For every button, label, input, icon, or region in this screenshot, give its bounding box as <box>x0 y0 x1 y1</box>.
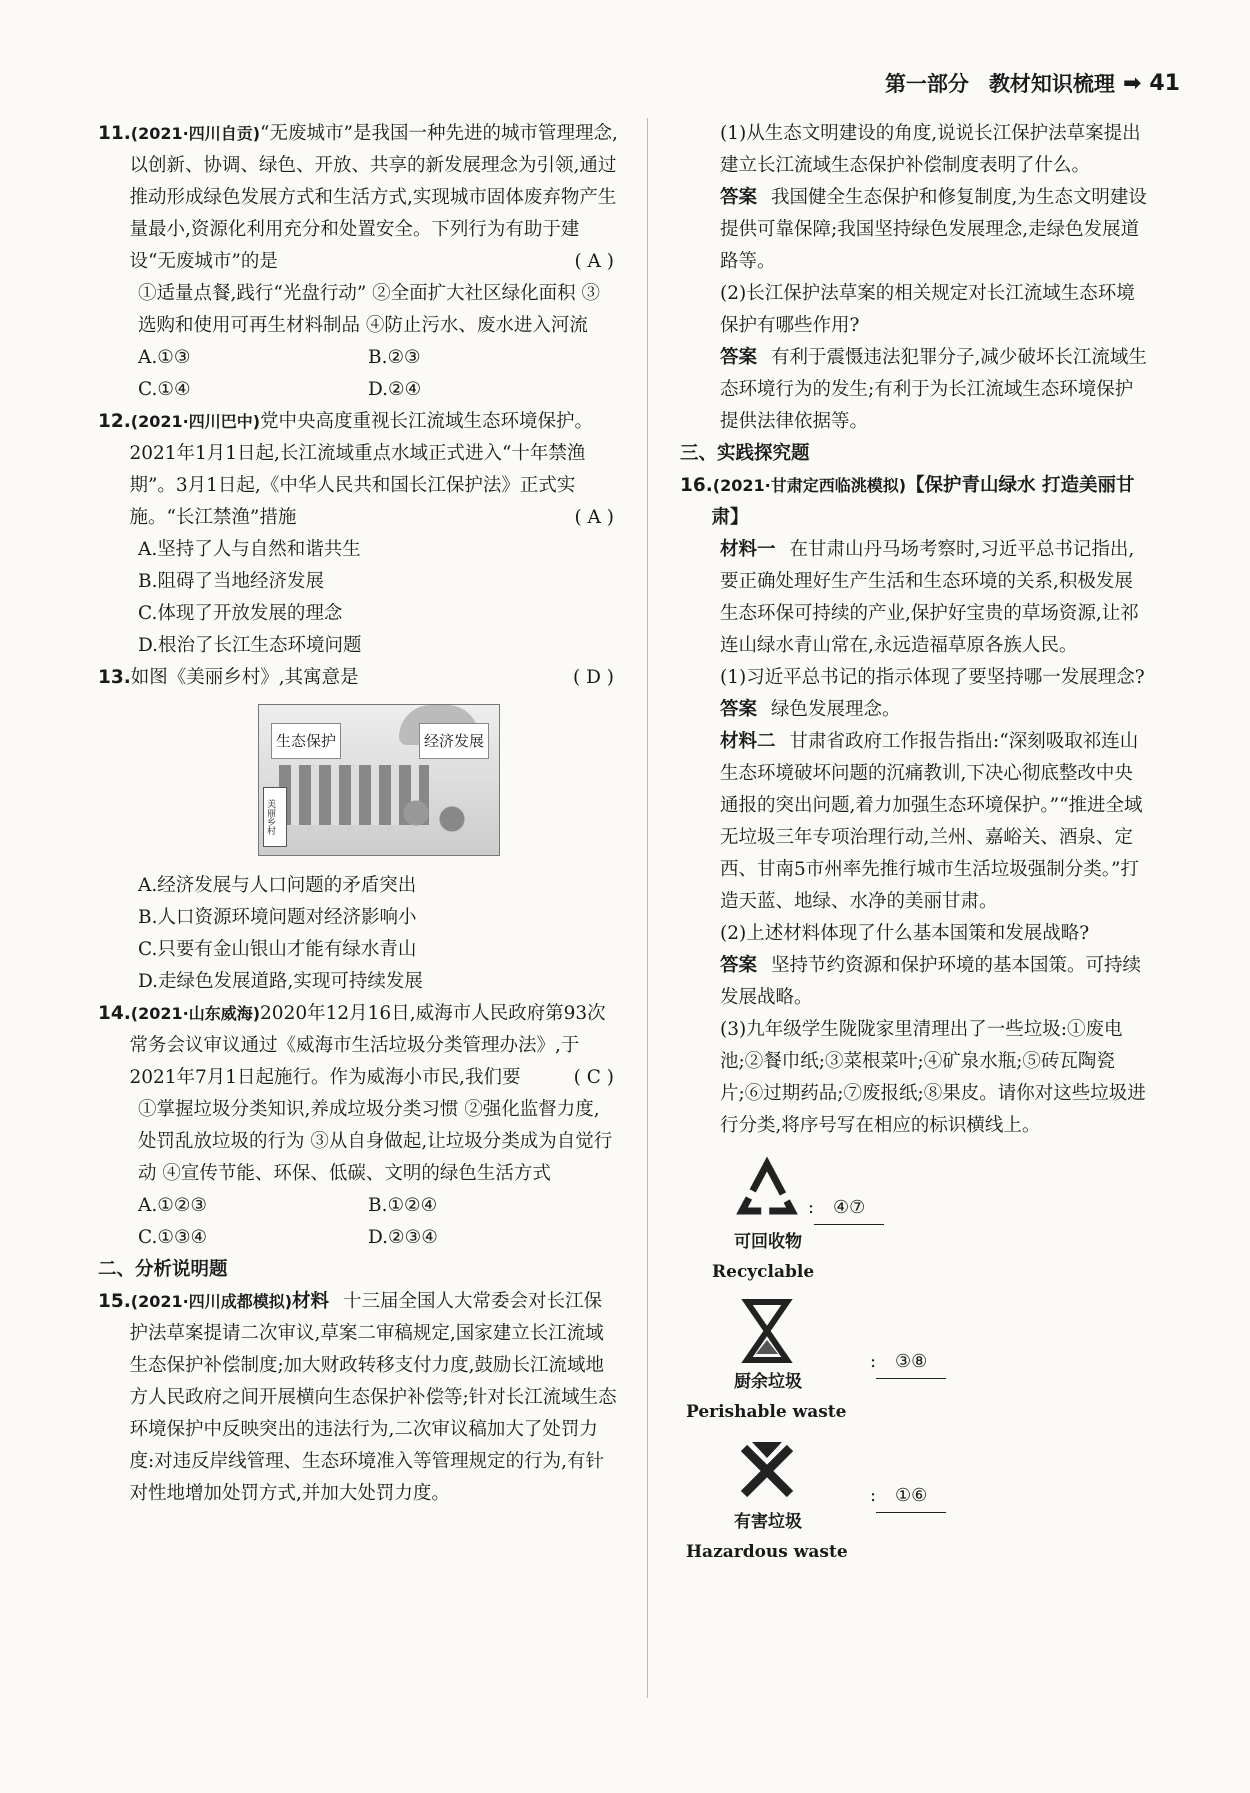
sub-question: (2)长江保护法草案的相关规定对长江流域生态环境保护有哪些作用? <box>720 283 1135 336</box>
question-stem: 2020年12月16日,威海市人民政府第93次常务会议审议通过《威海市生活垃圾分类管理办法》,于2021年7月1日起施行。作为威海小市民,我们要 <box>129 1003 606 1088</box>
question-14 <box>98 998 618 1094</box>
question-number: 13. <box>98 667 131 688</box>
question-source: (2021·四川成都模拟) <box>130 1292 293 1311</box>
answer-text: 绿色发展理念。 <box>771 699 901 720</box>
option-a: A.①②③ <box>138 1195 207 1216</box>
image-sign: 美丽乡村 <box>263 787 287 847</box>
hourglass-icon <box>732 1296 802 1366</box>
page-header <box>885 68 1180 98</box>
option-c: C.①③④ <box>138 1227 208 1248</box>
answer-block <box>680 342 1150 438</box>
header-title: 教材知识梳理 <box>988 72 1115 96</box>
question-12 <box>98 406 618 534</box>
image-label-economy: 经济发展 <box>419 723 489 759</box>
question-number: 16. <box>680 475 713 496</box>
option-b: B.①②④ <box>368 1195 438 1216</box>
bin-label-en: Hazardous waste <box>686 1542 848 1562</box>
answer-mark: ( D ) <box>572 667 614 688</box>
material-1 <box>680 534 1150 662</box>
question-stem: 如图《美丽乡村》,其寓意是 <box>130 667 359 688</box>
sub-question: (1)习近平总书记的指示体现了要坚持哪一发展理念? <box>720 667 1145 688</box>
bin-label-cn: 厨余垃圾 <box>734 1372 802 1392</box>
hazard-icon <box>732 1436 802 1506</box>
question-15 <box>98 1286 618 1510</box>
answer-mark: ( C ) <box>573 1067 614 1088</box>
answer-label: 答案 <box>720 187 758 208</box>
answer-blank: ④⑦ <box>814 1192 884 1225</box>
bin-label-cn: 有害垃圾 <box>734 1512 802 1532</box>
recycle-icon <box>732 1156 802 1226</box>
answer-label: 答案 <box>720 347 758 368</box>
answer-text: 坚持节约资源和保护环境的基本国策。可持续发展战略。 <box>720 955 1142 1008</box>
question-number: 15. <box>98 1291 131 1312</box>
option-d: D.②③④ <box>368 1227 438 1248</box>
answer-text: 有利于震慑违法犯罪分子,减少破坏长江流域生态环境行为的发生;有利于为长江流域生态环境保护提供法律依据等。 <box>720 347 1147 432</box>
option-b: B.②③ <box>368 347 421 368</box>
section-heading: 三、实践探究题 <box>680 443 810 464</box>
question-source: (2021·甘肃定西临洮模拟) <box>712 476 907 495</box>
answer-line <box>808 1192 884 1225</box>
answer-block <box>680 694 1150 726</box>
material-label: 材料 <box>292 1291 330 1312</box>
answer-blank: ①⑥ <box>876 1480 946 1513</box>
question-theme: 【保护青山绿水 打造美丽甘肃】 <box>711 475 1135 528</box>
option-b: B.人口资源环境问题对经济影响小 <box>138 907 417 928</box>
answer-block <box>680 182 1150 278</box>
option-d: D.②④ <box>368 379 422 400</box>
material-text: 甘肃省政府工作报告指出:“深刻吸取祁连山生态环境破坏问题的沉痛教训,下决心彻底整改中央通报的突出问题,着力加强生态环境保护。”“推进全域无垃圾三年专项治理行动,兰州、嘉峪关、酒泉、定西、甘南5市州率先推行城市生活垃圾强制分类。”打造天蓝、地绿、水净的美丽甘肃。 <box>720 731 1143 912</box>
sub-question: (3)九年级学生陇陇家里清理出了一些垃圾:①废电池;②餐巾纸;③菜根菜叶;④矿泉水瓶;⑤砖瓦陶瓷片;⑥过期药品;⑦废报纸;⑧果皮。请你对这些垃圾进行分类,将序号写在相应的标识横线上。 <box>720 1019 1146 1136</box>
answer-text: 我国健全生态保护和修复制度,为生态文明建设提供可靠保障;我国坚持绿色发展理念,走绿色发展道路等。 <box>720 187 1147 272</box>
right-column <box>680 118 1150 1562</box>
answer-blank: ③⑧ <box>876 1346 946 1379</box>
bin-hazardous <box>680 1436 1150 1562</box>
option-a: A.经济发展与人口问题的矛盾突出 <box>138 875 417 896</box>
question-number: 14. <box>98 1003 131 1024</box>
material-label: 材料一 <box>720 539 776 560</box>
question-stem: 党中央高度重视长江流域生态环境保护。2021年1月1日起,长江流域重点水域正式进入“十年禁渔期”。3月1日起,《中华人民共和国长江保护法》正式实施。“长江禁渔”措施 <box>129 411 594 528</box>
cartoon-people <box>389 795 479 855</box>
answer-label: 答案 <box>720 955 758 976</box>
question-11 <box>98 118 618 278</box>
page-number: 41 <box>1149 70 1180 96</box>
question-number: 11. <box>98 123 131 144</box>
question-stem: “无废城市”是我国一种先进的城市管理理念,以创新、协调、绿色、开放、共享的新发展理念为引领,通过推动形成绿色发展方式和生活方式,实现城市固体废弃物产生量最小,资源化利用充分和处置安全。下列行为有助于建设“无废城市”的是 <box>129 123 618 272</box>
option-b: B.阻碍了当地经济发展 <box>138 571 324 592</box>
bin-label-cn: 可回收物 <box>734 1232 802 1252</box>
material-label: 材料二 <box>720 731 776 752</box>
answer-line <box>870 1480 946 1513</box>
bin-label-en: Recyclable <box>712 1262 815 1282</box>
section-label: 第一部分 <box>884 72 969 96</box>
option-c: C.体现了开放发展的理念 <box>138 603 343 624</box>
question-items: ①适量点餐,践行“光盘行动” ②全面扩大社区绿化面积 ③选购和使用可再生材料制品 ④防止污水、废水进入河流 <box>138 283 601 336</box>
image-label-ecology: 生态保护 <box>271 723 341 759</box>
bin-recyclable <box>680 1156 1150 1282</box>
question-13 <box>98 662 618 694</box>
bin-perishable <box>680 1296 1150 1422</box>
answer-mark: ( A ) <box>574 251 614 272</box>
question-items: ①掌握垃圾分类知识,养成垃圾分类习惯 ②强化监督力度,处罚乱放垃圾的行为 ③从自身做起,让垃圾分类成为自觉行动 ④宣传节能、环保、低碳、文明的绿色生活方式 <box>138 1099 613 1184</box>
options <box>98 1190 618 1254</box>
column-divider <box>647 118 648 1698</box>
question-source: (2021·山东威海) <box>130 1004 261 1023</box>
question-source: (2021·四川自贡) <box>130 124 261 143</box>
sub-question: (2)上述材料体现了什么基本国策和发展战略? <box>720 923 1090 944</box>
answer-mark: ( A ) <box>574 507 614 528</box>
option-a: A.坚持了人与自然和谐共生 <box>138 539 361 560</box>
material-text: 在甘肃山丹马场考察时,习近平总书记指出,要正确处理好生产生活和生态环境的关系,积极发展生态环保可持续的产业,保护好宝贵的草场资源,让祁连山绿水青山常在,永远造福草原各族人民。 <box>720 539 1139 656</box>
question-16 <box>680 470 1150 534</box>
material-2 <box>680 726 1150 918</box>
colon: : <box>808 1197 815 1218</box>
colon: : <box>870 1351 877 1372</box>
colon: : <box>870 1485 877 1506</box>
options <box>98 342 618 406</box>
option-d: D.走绿色发展道路,实现可持续发展 <box>138 971 423 992</box>
option-c: C.只要有金山银山才能有绿水青山 <box>138 939 417 960</box>
sub-question: (1)从生态文明建设的角度,说说长江保护法草案提出建立长江流域生态保护补偿制度表明了什么。 <box>720 123 1141 176</box>
option-c: C.①④ <box>138 379 191 400</box>
question-source: (2021·四川巴中) <box>130 412 261 431</box>
option-d: D.根治了长江生态环境问题 <box>138 635 362 656</box>
cartoon-image <box>258 704 500 856</box>
arrow-icon: ➡ <box>1122 70 1142 96</box>
left-column <box>98 118 618 1510</box>
question-number: 12. <box>98 411 131 432</box>
answer-block <box>680 950 1150 1014</box>
bin-label-en: Perishable waste <box>686 1402 847 1422</box>
section-heading: 二、分析说明题 <box>98 1259 228 1280</box>
material-text: 十三届全国人大常委会对长江保护法草案提请二次审议,草案二审稿规定,国家建立长江流域生态保护补偿制度;加大财政转移支付力度,鼓励长江流域地方人民政府之间开展横向生态保护补偿等;针对长江流域生态环境保护中反映突出的违法行为,二次审议稿加大了处罚力度:对违反岸线管理、生态环境准入等管理规定的行为,有针对性地增加处罚方式,并加大处罚力度。 <box>129 1291 617 1504</box>
answer-label: 答案 <box>720 699 758 720</box>
option-a: A.①③ <box>138 347 191 368</box>
answer-line <box>870 1346 946 1379</box>
